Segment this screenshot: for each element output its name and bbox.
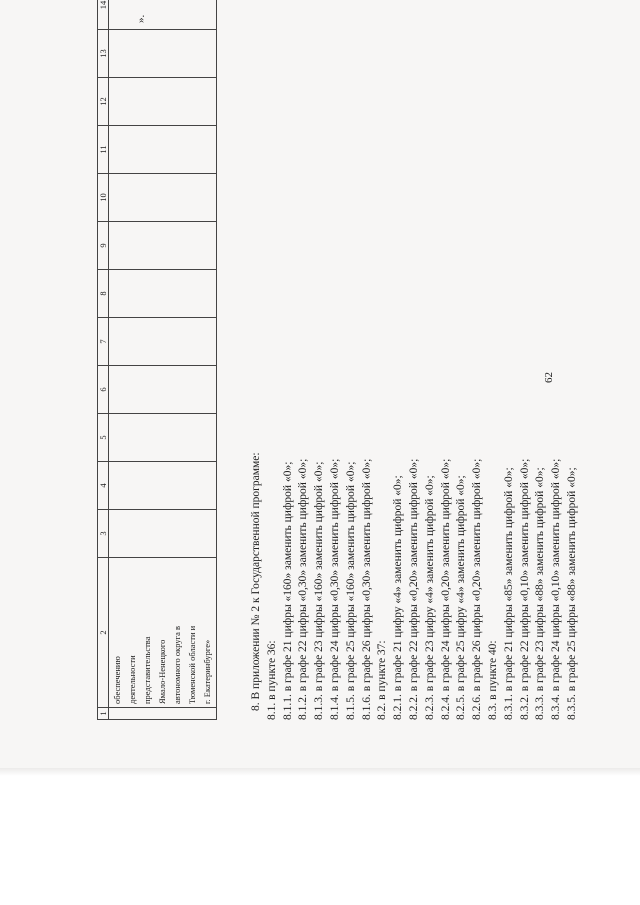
header-cell: 13 <box>98 30 109 78</box>
table-cell <box>109 366 217 414</box>
table-cell <box>109 510 217 558</box>
list-item: 8.3. в пункте 40: <box>486 640 499 720</box>
header-cell: 2 <box>98 558 109 708</box>
header-cell: 7 <box>98 318 109 366</box>
amendment-list <box>249 20 581 720</box>
list-item: 8.1.6. в графе 26 цифры «0,30» заменить цифрой «0»; <box>360 458 373 720</box>
table-cell <box>109 270 217 318</box>
table-cell <box>109 414 217 462</box>
row-description: обеспечению деятельности представительства Ямало-Ненецкого автономного округа в Тюменской области и г. Екатеринбурге» <box>112 625 212 704</box>
header-cell: 3 <box>98 510 109 558</box>
list-item: 8.3.5. в графе 25 цифры «88» заменить цифрой «0»; <box>565 467 578 720</box>
list-item: 8. В приложении № 2 к Государственной программе: <box>250 452 262 711</box>
list-item: 8.3.2. в графе 22 цифры «0,10» заменить цифрой «0»; <box>518 458 531 720</box>
table-row <box>109 0 217 720</box>
list-item: 8.2.6. в графе 26 цифры «0,20» заменить цифрой «0»; <box>471 458 484 720</box>
table-cell <box>109 318 217 366</box>
table-cell <box>109 126 217 174</box>
amendment-table <box>97 0 217 720</box>
list-item: 8.2.4. в графе 24 цифры «0,20» заменить цифрой «0»; <box>439 458 452 720</box>
table-cell <box>109 174 217 222</box>
list-item: 8.2.2. в графе 22 цифры «0,20» заменить цифрой «0»; <box>407 458 420 720</box>
list-item: 8.1.5. в графе 25 цифры «160» заменить цифрой «0»; <box>344 461 357 720</box>
table-cell <box>109 0 217 30</box>
page-number: 62 <box>543 372 555 383</box>
page-edge <box>0 768 640 776</box>
header-cell: 6 <box>98 366 109 414</box>
list-item: 8.1.3. в графе 23 цифры «160» заменить цифрой «0»; <box>313 461 326 720</box>
list-item: 8.2. в пункте 37: <box>376 640 389 720</box>
header-cell: 11 <box>98 126 109 174</box>
header-cell: 4 <box>98 462 109 510</box>
closing-quote-mark: ». <box>135 14 147 23</box>
table-header-row <box>98 0 109 720</box>
list-item: 8.2.5. в графе 25 цифру «4» заменить цифрой «0»; <box>455 475 468 720</box>
header-cell: 1 <box>98 708 109 720</box>
list-item: 8.1.4. в графе 24 цифры «0,30» заменить цифрой «0»; <box>328 458 341 720</box>
table-cell-description <box>109 558 217 708</box>
list-item: 8.3.1. в графе 21 цифры «85» заменить цифрой «0»; <box>502 467 515 720</box>
table-cell <box>109 222 217 270</box>
header-cell: 12 <box>98 78 109 126</box>
header-cell: 9 <box>98 222 109 270</box>
list-item: 8.1. в пункте 36: <box>265 640 278 720</box>
list-item: 8.2.1. в графе 21 цифру «4» заменить цифрой «0»; <box>392 475 405 720</box>
table-cell <box>109 78 217 126</box>
header-cell: 8 <box>98 270 109 318</box>
table-cell <box>109 708 217 720</box>
list-item: 8.1.1. в графе 21 цифры «160» заменить цифрой «0»; <box>281 461 294 720</box>
list-item: 8.3.3. в графе 23 цифры «88» заменить цифрой «0»; <box>534 467 547 720</box>
header-cell: 10 <box>98 174 109 222</box>
list-item: 8.1.2. в графе 22 цифры «0,30» заменить цифрой «0»; <box>297 458 310 720</box>
rotated-document <box>75 0 595 720</box>
header-cell: 5 <box>98 414 109 462</box>
table-cell <box>109 30 217 78</box>
list-item: 8.2.3. в графе 23 цифру «4» заменить цифрой «0»; <box>423 475 436 720</box>
table-cell <box>109 462 217 510</box>
list-item: 8.3.4. в графе 24 цифры «0,10» заменить цифрой «0»; <box>550 458 563 720</box>
header-cell: 14 <box>98 0 109 30</box>
